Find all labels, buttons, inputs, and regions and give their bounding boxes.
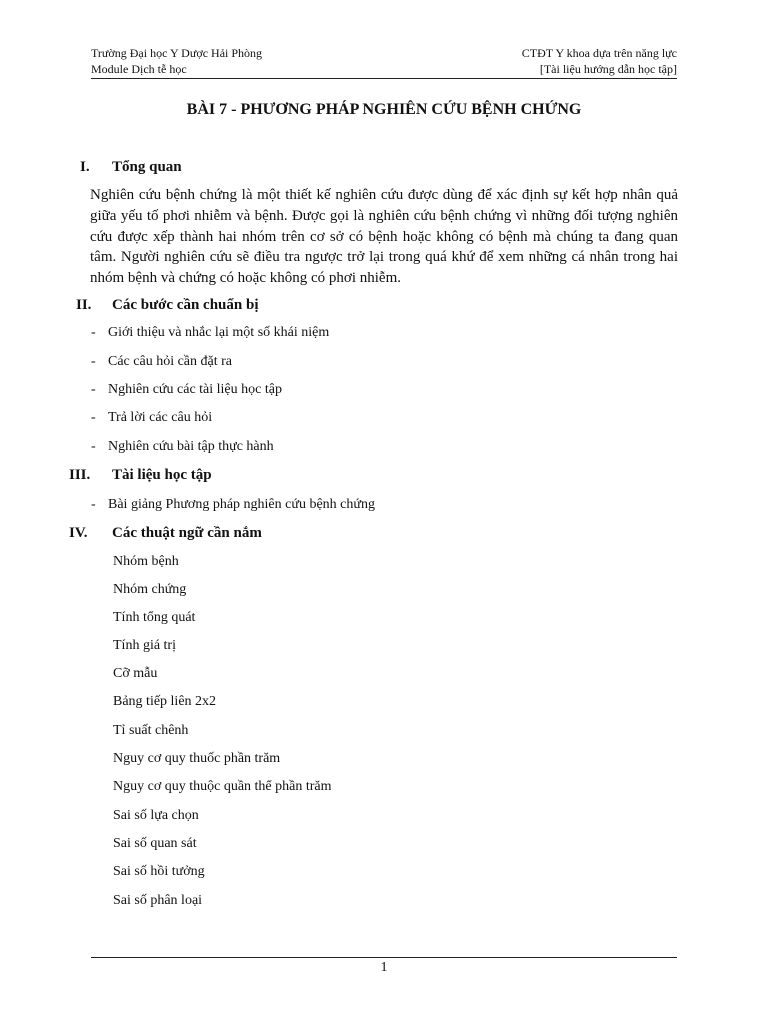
section-title: Tổng quan: [112, 159, 182, 175]
page-number: 1: [380, 960, 388, 975]
term-item: Nhóm chứng: [113, 582, 187, 597]
list-item-text: Trả lời các câu hỏi: [108, 410, 213, 425]
term-item: Nguy cơ quy thuốc phần trăm: [113, 751, 281, 766]
header-right: [522, 45, 677, 77]
header-doc-type: [Tài liệu hướng dẫn học tập]: [539, 62, 677, 76]
section-number: II.: [76, 297, 92, 313]
section-title: Các bước cần chuẩn bị: [112, 297, 259, 313]
header-program: CTĐT Y khoa dựa trên năng lực: [521, 46, 677, 60]
term-item: Bảng tiếp liên 2x2: [113, 694, 217, 709]
list-item-text: Nghiên cứu các tài liệu học tập: [108, 382, 282, 397]
bullet-dash: -: [91, 497, 96, 512]
page-title: BÀI 7 - PHƯƠNG PHÁP NGHIÊN CỨU BỆNH CHỨNG: [186, 101, 582, 118]
header-university: Trường Đại học Y Dược Hải Phòng: [91, 46, 263, 60]
header-module: Module Dịch tễ học: [91, 62, 187, 76]
bullet-dash: -: [91, 354, 96, 369]
bullet-dash: -: [91, 382, 96, 397]
section-title: Các thuật ngữ cần nắm: [112, 525, 262, 541]
section-number: IV.: [69, 525, 88, 541]
term-item: Tính giá trị: [113, 638, 176, 653]
term-item: Nhóm bệnh: [113, 554, 179, 569]
term-item: Tính tổng quát: [113, 610, 196, 625]
term-item: Sai số phân loại: [113, 893, 203, 908]
section-number: I.: [80, 159, 90, 175]
header-divider: [91, 78, 677, 79]
term-item: Sai số lựa chọn: [113, 808, 199, 823]
bullet-dash: -: [91, 439, 96, 454]
term-item: Sai số hồi tưởng: [113, 864, 205, 879]
header-left: [91, 45, 262, 77]
list-item-text: Giới thiệu và nhắc lại một số khái niệm: [108, 325, 330, 340]
section-title: Tài liệu học tập: [112, 467, 212, 483]
overview-paragraph: Nghiên cứu bệnh chứng là một thiết kế nghiên cứu được dùng để xác định sự kết hợp nhân quả giữa yếu tố phơi nhiễm và bệnh. Được gọi là nghiên cứu bệnh chứng vì những đối tượng nghiên cứu được xếp thành hai nhóm trên cơ sở có bệnh hoặc không có bệnh mà chúng ta đang quan tâm. Người nghiên cứu sẽ điều tra ngược trở lại trong quá khứ để xem những cá nhân trong hai nhóm bệnh và chứng có hoặc không có phơi nhiễm.: [90, 187, 678, 287]
bullet-dash: -: [91, 410, 96, 425]
list-item-text: Các câu hỏi cần đặt ra: [108, 354, 232, 369]
section-number: III.: [69, 467, 91, 483]
term-item: Cỡ mẫu: [113, 666, 158, 681]
bullet-dash: -: [91, 325, 96, 340]
list-item-text: Nghiên cứu bài tập thực hành: [108, 439, 274, 454]
footer-divider: [91, 957, 677, 958]
list-item-text: Bài giảng Phương pháp nghiên cứu bệnh chứng: [108, 497, 375, 512]
term-item: Sai số quan sát: [113, 836, 197, 851]
term-item: Tỉ suất chênh: [113, 723, 189, 738]
term-item: Nguy cơ quy thuộc quần thể phần trăm: [113, 779, 332, 794]
